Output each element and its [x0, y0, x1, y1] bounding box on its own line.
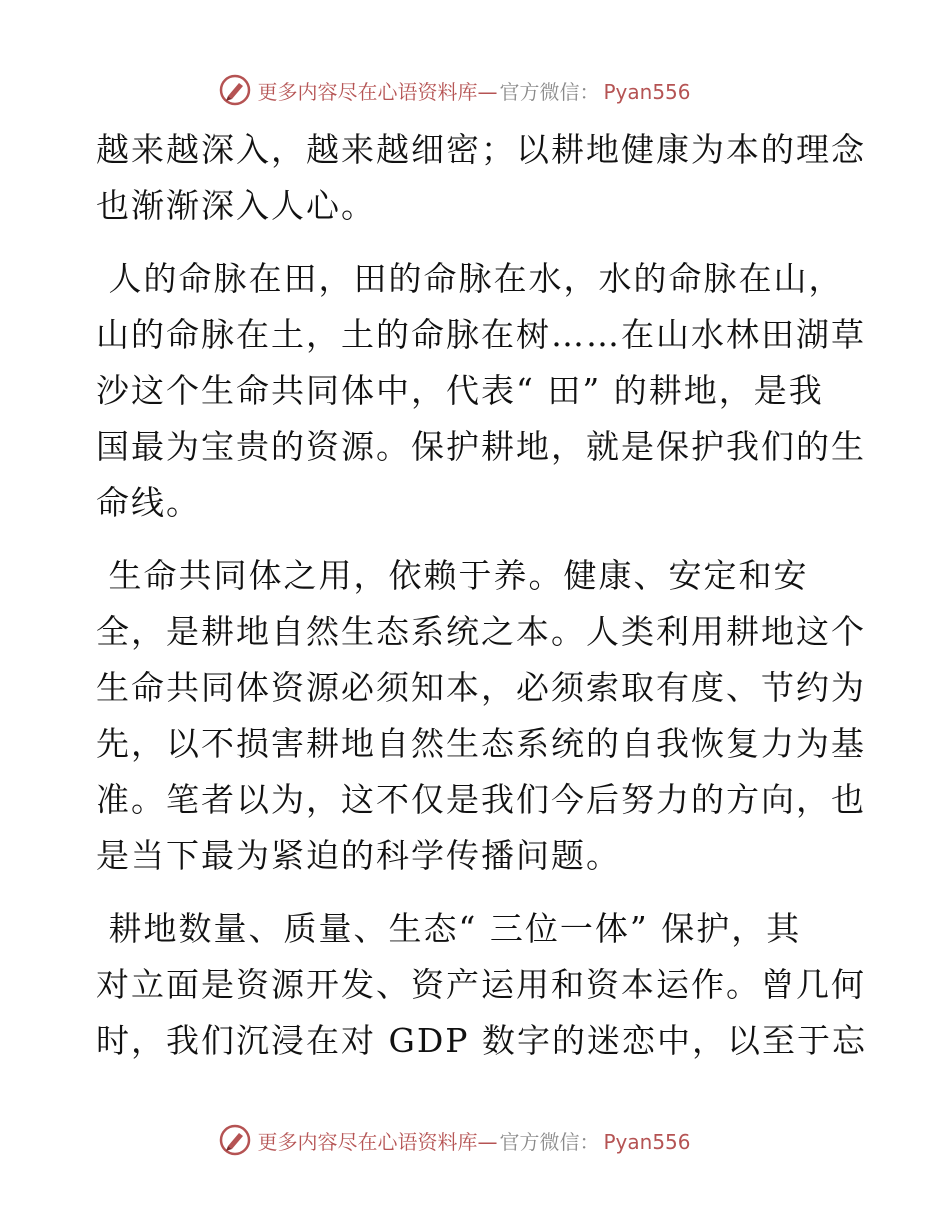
text-line: 国最为宝贵的资源。保护耕地，就是保护我们的生	[96, 427, 866, 466]
text-line: 耕地数量、质量、生态“ 三位一体” 保护，其	[96, 909, 802, 948]
text-line: 越来越深入，越来越细密；以耕地健康为本的理念	[96, 130, 866, 169]
text-line: 对立面是资源开发、资产运用和资本运作。曾几何	[96, 965, 866, 1004]
text-line: 先，以不损害耕地自然生态系统的自我恢复力为基	[96, 724, 866, 763]
document-body	[96, 122, 868, 1069]
text-line: 也渐渐深入人心。	[96, 186, 376, 225]
watermark-wechat-id: Pyan556	[603, 1129, 691, 1154]
watermark-site: 更多内容尽在心语资料库	[257, 79, 478, 104]
watermark-wechat-label: 官方微信：	[499, 79, 600, 104]
paragraph	[96, 251, 866, 531]
text-line: 人的命脉在田，田的命脉在水，水的命脉在山，	[96, 259, 844, 298]
footer-watermark	[0, 1120, 950, 1160]
watermark-wechat-label: 官方微信：	[499, 1129, 600, 1154]
text-line: 沙这个生命共同体中，代表“ 田” 的耕地，是我	[96, 371, 824, 410]
text-line: 全，是耕地自然生态系统之本。人类利用耕地这个	[96, 612, 866, 651]
watermark-wechat-id: Pyan556	[603, 79, 691, 104]
watermark-text	[257, 76, 690, 105]
text-line: 山的命脉在土，土的命脉在树……在山水林田湖草	[96, 315, 866, 354]
paragraph	[96, 901, 868, 1069]
watermark-dash: —	[477, 1129, 498, 1154]
text-line: 生命共同体之用，依赖于养。健康、安定和安	[96, 556, 809, 595]
header-watermark	[0, 70, 950, 110]
watermark-dash: —	[477, 79, 498, 104]
text-line: 准。笔者以为，这不仅是我们今后努力的方向，也	[96, 780, 866, 819]
watermark-site: 更多内容尽在心语资料库	[257, 1129, 478, 1154]
pen-logo-icon	[219, 1124, 251, 1156]
text-line: 时，我们沉浸在对 GDP 数字的迷恋中，以至于忘	[96, 1021, 868, 1060]
paragraph	[96, 548, 866, 884]
text-line: 是当下最为紧迫的科学传播问题。	[96, 836, 621, 875]
text-line: 生命共同体资源必须知本，必须索取有度、节约为	[96, 668, 866, 707]
pen-logo-icon	[219, 74, 251, 106]
paragraph	[96, 122, 866, 234]
watermark-text	[257, 1126, 690, 1155]
text-line: 命线。	[96, 483, 201, 522]
